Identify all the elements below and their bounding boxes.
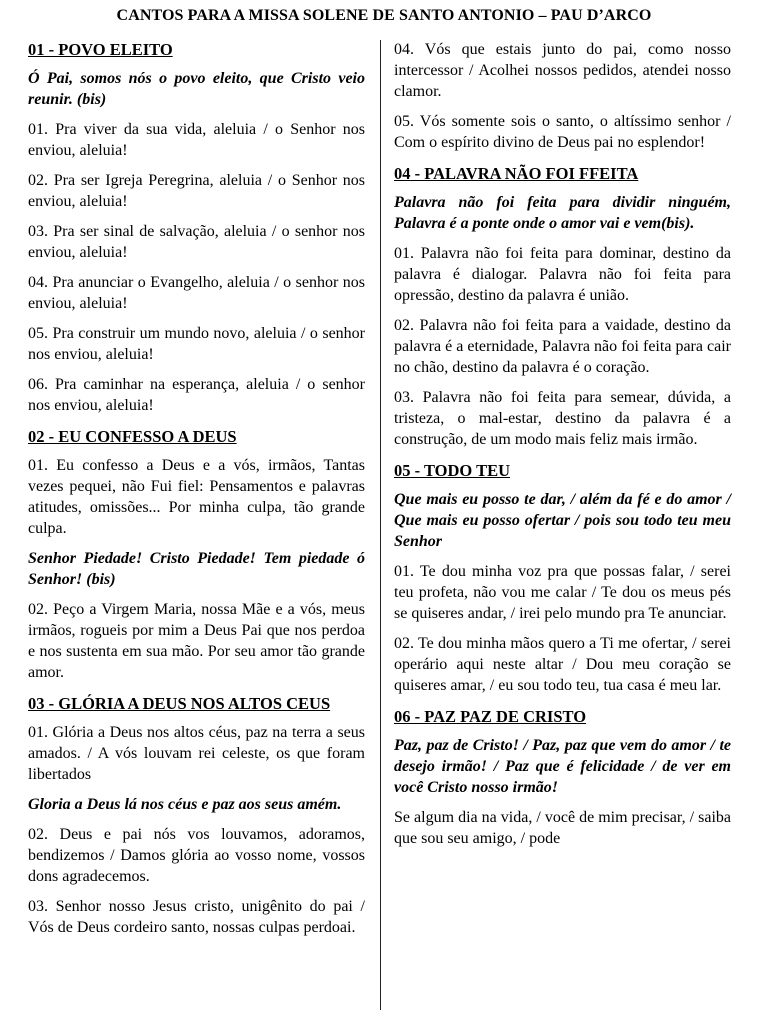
song-verse: 01. Palavra não foi feita para dominar, destino da palavra é dialogar. Palavra não foi feita para opressão, destino da palavra é união.	[394, 245, 731, 304]
song-verse: 04. Pra anunciar o Evangelho, aleluia / o senhor nos enviou, aleluia!	[28, 274, 365, 312]
song-verse: 01. Pra viver da sua vida, aleluia / o Senhor nos enviou, aleluia!	[28, 121, 365, 159]
song-title: 06 - PAZ PAZ DE CRISTO	[394, 707, 587, 726]
song-chorus: Gloria a Deus lá nos céus e paz aos seus amém.	[28, 796, 342, 813]
song-palavra	[394, 163, 731, 450]
song-verse: 02. Te dou minha mãos quero a Ti me ofertar, / serei operário aqui neste altar / Dou meu coração se quiseres amar, / eu sou todo teu, tua casa é meu lar.	[394, 635, 731, 694]
song-verse: 01. Eu confesso a Deus e a vós, irmãos, Tantas vezes pequei, não Fui fiel: Pensamentos e palavras atitudes, omissões... Por minha culpa, tão grande culpa.	[28, 457, 365, 537]
song-title: 04 - PALAVRA NÃO FOI FFEITA	[394, 164, 639, 183]
song-verse: 02. Palavra não foi feita para a vaidade, destino da palavra é a eternidade, Palavra não foi feita para cair no chão, destino da palavra é o coração.	[394, 317, 731, 376]
song-title: 01 - POVO ELEITO	[28, 40, 173, 59]
song-verse: 03. Pra ser sinal de salvação, aleluia / o senhor nos enviou, aleluia!	[28, 223, 365, 261]
song-title: 03 - GLÓRIA A DEUS NOS ALTOS CEUS	[28, 694, 331, 713]
page-title: CANTOS PARA A MISSA SOLENE DE SANTO ANTONIO – PAU D’ARCO	[116, 7, 652, 24]
song-todo-teu	[394, 460, 731, 696]
song-verse: 02. Deus e pai nós vos louvamos, adoramos, bendizemos / Damos glória ao vosso nome, vossos dons agradecemos.	[28, 826, 365, 885]
song-povo-eleito	[28, 39, 365, 416]
song-title: 02 - EU CONFESSO A DEUS	[28, 427, 237, 446]
song-gloria-continued	[394, 39, 731, 153]
right-column	[394, 39, 731, 849]
song-chorus: Senhor Piedade! Cristo Piedade! Tem piedade ó Senhor! (bis)	[28, 550, 365, 588]
song-verse: 01. Te dou minha voz pra que possas falar, / serei teu profeta, não vou me calar / Te dou os meus pés se quiseres andar, / irei pelo mundo pra Te anunciar.	[394, 563, 731, 622]
left-column	[28, 39, 365, 938]
song-eu-confesso	[28, 426, 365, 683]
song-chorus: Palavra não foi feita para dividir ninguém, Palavra é a ponte onde o amor vai e vem(bis).	[394, 194, 731, 232]
song-gloria	[28, 693, 365, 938]
song-chorus: Paz, paz de Cristo! / Paz, paz que vem do amor / te desejo irmão! / Paz que é felicidade / de ver em você Cristo nosso irmão!	[394, 737, 731, 796]
song-verse: 06. Pra caminhar na esperança, aleluia / o senhor nos enviou, aleluia!	[28, 376, 365, 414]
song-verse: 03. Senhor nosso Jesus cristo, unigênito do pai / Vós de Deus cordeiro santo, nossas culpas perdoai.	[28, 898, 365, 936]
song-chorus: Ó Pai, somos nós o povo eleito, que Cristo veio reunir. (bis)	[28, 70, 365, 108]
song-verse: 04. Vós que estais junto do pai, como nosso intercessor / Acolhei nossos pedidos, atendei nosso clamor.	[394, 41, 731, 100]
song-title: 05 - TODO TEU	[394, 461, 510, 480]
song-verse: Se algum dia na vida, / você de mim precisar, / saiba que sou seu amigo, / pode	[394, 809, 731, 847]
column-divider	[380, 40, 381, 1010]
song-paz	[394, 706, 731, 849]
song-verse: 02. Pra ser Igreja Peregrina, aleluia / o Senhor nos enviou, aleluia!	[28, 172, 365, 210]
song-verse: 05. Pra construir um mundo novo, aleluia / o senhor nos enviou, aleluia!	[28, 325, 365, 363]
song-verse: 01. Glória a Deus nos altos céus, paz na terra a seus amados. / A vós louvam rei celeste, os que foram libertados	[28, 724, 365, 783]
song-verse: 05. Vós somente sois o santo, o altíssimo senhor / Com o espírito divino de Deus pai no esplendor!	[394, 113, 731, 151]
song-chorus: Que mais eu posso te dar, / além da fé e do amor / Que mais eu posso ofertar / pois sou todo teu meu Senhor	[394, 491, 731, 550]
song-verse: 03. Palavra não foi feita para semear, dúvida, a tristeza, o mal-estar, destino da palavra é a construção, de um modo mais feliz mais irmão.	[394, 389, 731, 448]
song-verse: 02. Peço a Virgem Maria, nossa Mãe e a vós, meus irmãos, rogueis por mim a Deus Pai que nos perdoa e nos sustenta em sua mão. Por seu amor tão grande amor.	[28, 601, 365, 681]
